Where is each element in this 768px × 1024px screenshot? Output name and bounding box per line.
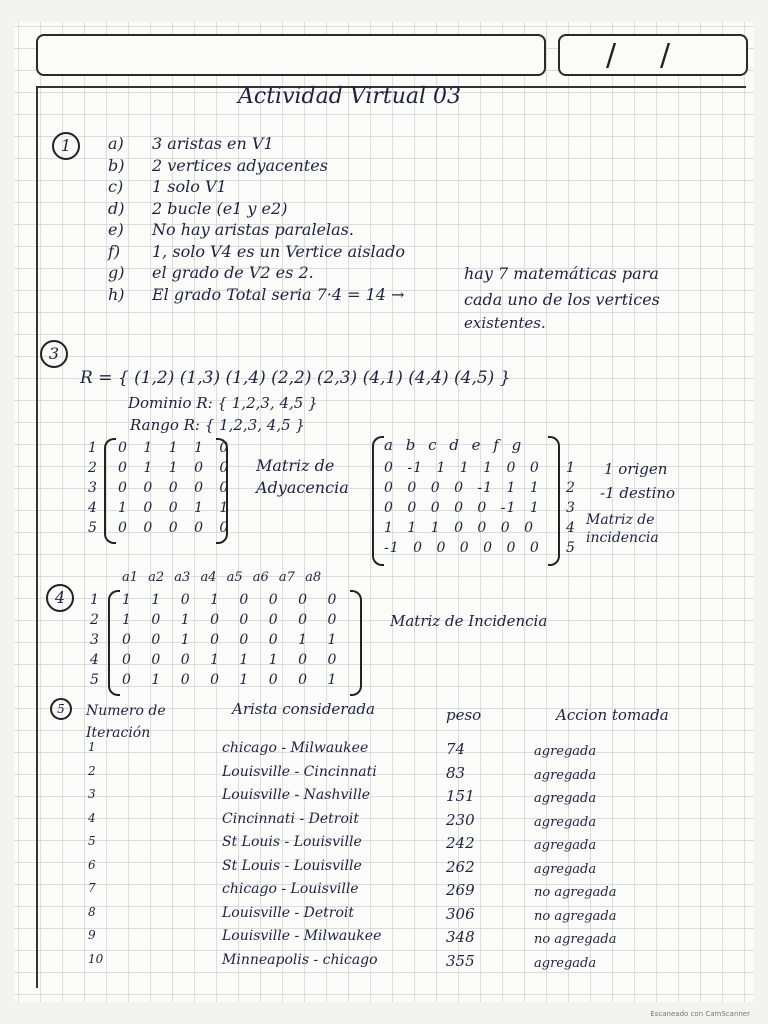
action-taken: agregada — [534, 814, 597, 830]
adj-row-label: 2 — [88, 460, 98, 476]
iteration-number: 3 — [88, 787, 96, 801]
col-header-weight: peso — [446, 706, 482, 724]
legend-destination: -1 destino — [600, 484, 676, 502]
legend-label-line-2: incidencia — [586, 530, 659, 546]
q1-answer-text: 2 bucle (e1 y e2) — [152, 198, 288, 218]
inc-row-values: 1 1 1 0 0 0 0 — [384, 520, 535, 536]
inc-row-label: 4 — [566, 520, 576, 536]
q1-answer-key: a) — [108, 134, 124, 153]
adj-row-values: 0 0 0 0 0 — [118, 520, 230, 536]
q1-answer-item — [108, 177, 227, 196]
q1-note-line-2: cada uno de los vertices — [464, 290, 660, 309]
adj-row-values: 0 1 1 1 0 — [118, 440, 230, 456]
q1-answer-key: g) — [108, 263, 125, 282]
question-4-number: 4 — [46, 584, 74, 612]
iteration-number: 1 — [88, 740, 96, 754]
edge-considered: Louisville - Nashville — [222, 787, 371, 803]
col-header-iteration: Numero de Iteración — [86, 703, 166, 741]
adj-label-line-1: Matriz de — [256, 456, 335, 475]
q4-row-label: 5 — [90, 672, 100, 688]
question-5-number: 5 — [50, 698, 72, 720]
iteration-number: 6 — [88, 857, 96, 872]
q1-answer-key: b) — [108, 155, 125, 175]
inc-row-label: 3 — [566, 500, 576, 516]
q1-answer-key: f) — [108, 241, 121, 261]
q4-row-values: 0 1 0 0 1 0 0 1 — [122, 672, 338, 688]
adj-row-values: 0 0 0 0 0 — [118, 480, 230, 496]
inc-row-values: 0 0 0 0 -1 1 1 — [384, 480, 540, 496]
inc-row-label: 2 — [566, 480, 576, 496]
q1-answer-key: e) — [108, 220, 124, 239]
q1-answer-text: 2 vertices adyacentes — [152, 155, 328, 175]
q4-matrix-header: a1 a2 a3 a4 a5 a6 a7 a8 — [122, 570, 322, 585]
edge-considered: chicago - Louisville — [222, 881, 359, 897]
inc-row-label: 5 — [566, 540, 576, 556]
adj-row-values: 0 1 1 0 0 — [118, 460, 230, 476]
inc-bracket-right — [548, 436, 560, 566]
scanner-footer: Escaneado con CamScanner — [650, 1010, 750, 1018]
q4-row-label: 4 — [90, 652, 100, 668]
q1-answer-key: h) — [108, 284, 125, 304]
iteration-number: 5 — [88, 834, 96, 848]
inc-matrix-header: a b c d e f g — [384, 436, 526, 454]
relation-range: Rango R: { 1,2,3, 4,5 } — [130, 416, 305, 434]
q4-row-label: 1 — [90, 592, 100, 608]
inc-row-values: 0 -1 1 1 1 0 0 — [384, 460, 540, 476]
q1-answer-text: 1, solo V4 es un Vertice aislado — [152, 241, 405, 261]
edge-weight: 151 — [446, 787, 475, 805]
q1-answer-item — [108, 156, 328, 175]
q4-row-values: 1 0 1 0 0 0 0 0 — [122, 612, 338, 628]
adj-row-label: 5 — [88, 520, 98, 536]
inc-bracket-left — [372, 436, 384, 566]
question-3-number: 3 — [40, 340, 68, 368]
q1-note-line-1: hay 7 matemáticas para — [464, 264, 659, 283]
edge-weight: 242 — [446, 834, 475, 852]
col-header-edge: Arista considerada — [232, 700, 375, 718]
q4-bracket-left — [108, 590, 120, 696]
edge-considered: St Louis - Louisville — [222, 834, 362, 850]
action-taken: no agregada — [534, 932, 617, 947]
q1-answer-item — [108, 220, 354, 239]
q1-note-line-3: existentes. — [464, 314, 546, 332]
question-1-number: 1 — [52, 132, 80, 160]
edge-weight: 306 — [446, 904, 475, 923]
q1-answer-text: 3 aristas en V1 — [152, 134, 274, 153]
q4-matrix-label: Matriz de Incidencia — [390, 612, 548, 630]
action-taken: agregada — [534, 955, 597, 971]
adj-bracket-left — [104, 438, 116, 544]
edge-considered: Minneapolis - chicago — [222, 951, 378, 968]
iteration-number: 7 — [88, 881, 96, 895]
action-taken: no agregada — [534, 908, 617, 924]
inc-row-values: 0 0 0 0 0 -1 1 — [384, 500, 540, 516]
action-taken: agregada — [534, 838, 597, 853]
q4-row-label: 2 — [90, 612, 100, 628]
relation-set: R = { (1,2) (1,3) (1,4) (2,2) (2,3) (4,1) (4,4) (4,5) } — [80, 368, 511, 388]
q4-row-values: 0 0 1 0 0 0 1 1 — [122, 632, 338, 648]
action-taken: agregada — [534, 791, 597, 806]
edge-weight: 355 — [446, 951, 475, 970]
q1-answer-item — [108, 199, 287, 218]
iteration-number: 8 — [88, 904, 96, 919]
q1-answer-text: el grado de V2 es 2. — [152, 263, 314, 282]
q1-answer-item — [108, 285, 404, 304]
header-title-box — [36, 34, 546, 76]
action-taken: agregada — [534, 861, 597, 877]
q1-answer-text: No hay aristas paralelas. — [152, 220, 354, 239]
edge-considered: Louisville - Cincinnati — [222, 763, 377, 780]
edge-weight: 74 — [446, 740, 466, 758]
adj-row-label: 4 — [88, 500, 98, 516]
iteration-number: 9 — [88, 928, 96, 942]
q1-answer-text: 1 solo V1 — [152, 177, 227, 196]
edge-considered: Cincinnati - Detroit — [222, 810, 359, 827]
iteration-number: 2 — [88, 763, 96, 778]
q1-answer-key: d) — [108, 198, 125, 218]
edge-considered: chicago - Milwaukee — [222, 740, 369, 756]
action-taken: no agregada — [534, 885, 617, 900]
action-taken: agregada — [534, 744, 597, 759]
legend-origin: 1 origen — [604, 460, 668, 478]
q4-row-values: 1 1 0 1 0 0 0 0 — [122, 592, 338, 608]
adj-row-values: 1 0 0 1 1 — [118, 500, 230, 516]
adj-row-label: 1 — [88, 440, 98, 456]
adj-row-label: 3 — [88, 480, 98, 496]
iteration-number: 4 — [88, 810, 96, 825]
page-title: Actividad Virtual 03 — [238, 84, 462, 109]
q1-answer-item — [108, 263, 314, 282]
edge-weight: 269 — [446, 881, 475, 899]
date-slash-2: / — [660, 38, 671, 73]
col-header-action: Accion tomada — [556, 706, 669, 724]
inc-row-values: -1 0 0 0 0 0 0 — [384, 540, 540, 556]
edge-weight: 230 — [446, 810, 475, 829]
header-date-box — [558, 34, 748, 76]
q1-answer-item — [108, 242, 405, 261]
edge-weight: 83 — [446, 763, 466, 782]
date-slash-1: / — [606, 38, 617, 73]
action-taken: agregada — [534, 767, 597, 783]
legend-label-line-1: Matriz de — [586, 512, 655, 528]
edge-considered: St Louis - Louisville — [222, 857, 362, 874]
edge-considered: Louisville - Milwaukee — [222, 928, 382, 944]
edge-weight: 262 — [446, 857, 475, 876]
q1-answer-text: El grado Total seria 7·4 = 14 → — [152, 284, 405, 304]
adj-bracket-right — [216, 438, 228, 544]
edge-weight: 348 — [446, 928, 475, 946]
q4-row-values: 0 0 0 1 1 1 0 0 — [122, 652, 338, 668]
adj-label-line-2: Adyacencia — [256, 478, 349, 497]
iteration-number: 10 — [88, 951, 104, 966]
q4-row-label: 3 — [90, 632, 100, 648]
q1-answer-item — [108, 134, 274, 153]
inc-row-label: 1 — [566, 460, 576, 476]
relation-domain: Dominio R: { 1,2,3, 4,5 } — [128, 394, 318, 412]
edge-considered: Louisville - Detroit — [222, 904, 355, 921]
q4-bracket-right — [350, 590, 362, 696]
q1-answer-key: c) — [108, 177, 124, 196]
